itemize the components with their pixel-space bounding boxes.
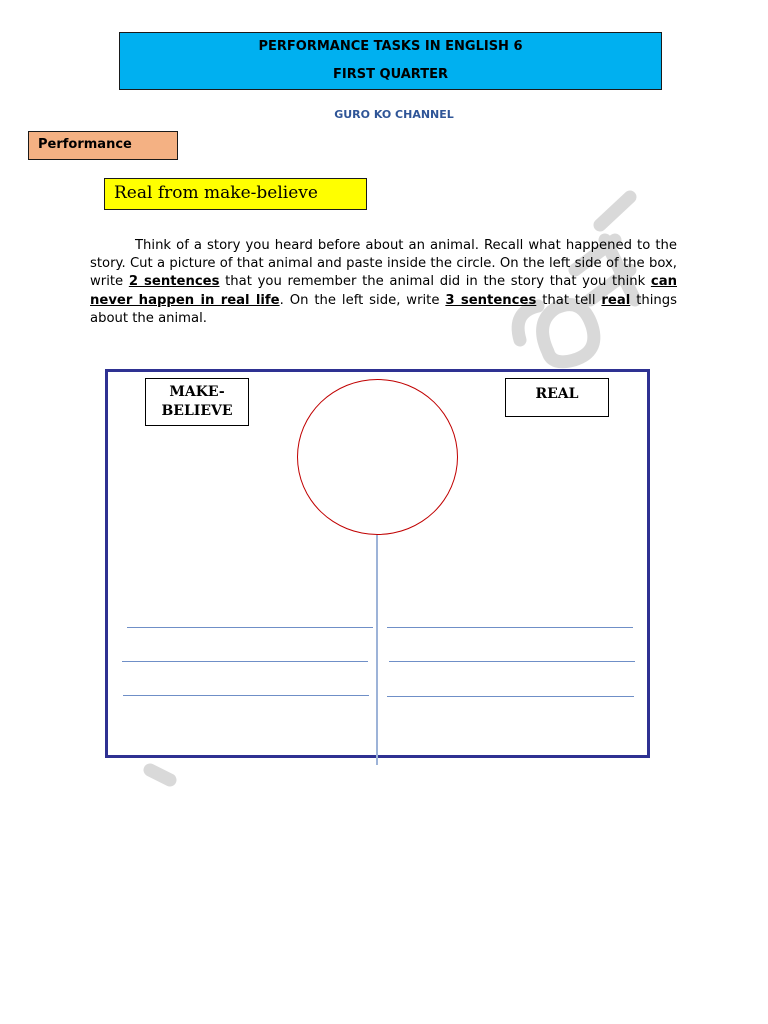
performance-label: Performance [28, 131, 178, 160]
real-label: REAL [505, 378, 609, 417]
emphasis-never-happen: can never happen in real life [90, 274, 677, 308]
picture-circle[interactable] [297, 379, 458, 535]
instructions-text-5: things about the animal. [90, 292, 677, 326]
instructions-text-4: that tell [536, 292, 602, 308]
make-believe-label-line-2: BELIEVE [161, 403, 233, 419]
title-box [119, 32, 662, 90]
make-believe-label-line-1: MAKE- [169, 384, 225, 400]
instructions-text-3: . On the left side, write [279, 292, 446, 308]
title-line-1: PERFORMANCE TASKS IN ENGLISH 6 [258, 39, 523, 54]
topic-heading: Real from make-believe [104, 178, 367, 210]
title-line-2: FIRST QUARTER [333, 67, 448, 82]
make-believe-label [145, 378, 249, 426]
channel-name: GURO KO CHANNEL [334, 108, 454, 121]
real-writing-line-1[interactable] [387, 627, 633, 628]
emphasis-real: real [601, 292, 631, 308]
real-writing-line-3[interactable] [387, 696, 634, 697]
divider-line [376, 535, 378, 765]
emphasis-2-sentences: 2 sentences [128, 274, 220, 290]
make-believe-writing-line-2[interactable] [122, 661, 368, 662]
make-believe-writing-line-3[interactable] [123, 695, 369, 696]
emphasis-3-sentences: 3 sentences [445, 292, 537, 308]
instructions-paragraph [90, 237, 677, 328]
real-writing-line-2[interactable] [389, 661, 635, 662]
make-believe-writing-line-1[interactable] [127, 627, 373, 628]
instructions-text-1: Think of a story you heard before about an animal. Recall what happened to the story. Cut a picture of that animal and paste inside the circle. On the left side of the box, write [90, 238, 677, 290]
instructions-text-2: that you remember the animal did in the story that you think [219, 274, 651, 290]
